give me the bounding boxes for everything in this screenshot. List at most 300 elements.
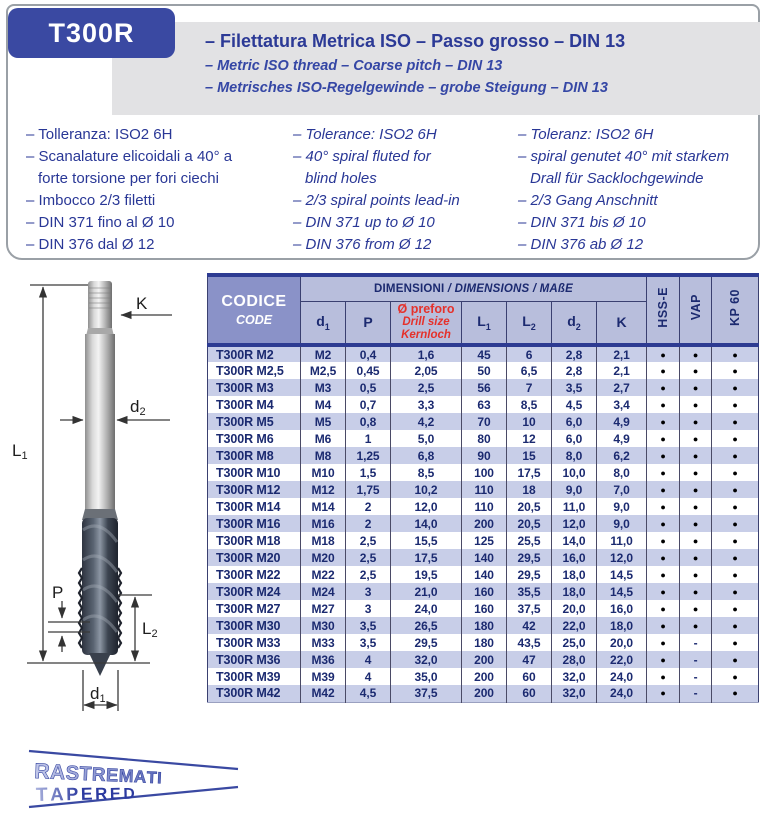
code-cell: T300R M42 bbox=[216, 686, 281, 701]
table-row bbox=[208, 532, 759, 549]
value-cell: 8,0 bbox=[552, 447, 597, 464]
col-header-p: P bbox=[346, 301, 391, 345]
availability-cell: ● bbox=[712, 617, 759, 634]
value-cell: 12,0 bbox=[391, 498, 462, 515]
value-cell: 25,5 bbox=[507, 532, 552, 549]
value-cell: 14,5 bbox=[597, 583, 647, 600]
value-cell: 80 bbox=[462, 430, 507, 447]
tap-photo bbox=[79, 281, 121, 676]
availability-cell: ● bbox=[647, 464, 680, 481]
value-cell: 24,0 bbox=[597, 668, 647, 685]
dim-label-d2: d2 bbox=[130, 397, 146, 418]
value-cell: 200 bbox=[462, 685, 507, 702]
value-cell: 14,5 bbox=[597, 566, 647, 583]
value-cell: 2 bbox=[346, 515, 391, 532]
availability-cell: ● bbox=[647, 447, 680, 464]
col-header-vap bbox=[680, 275, 712, 345]
value-cell: 45 bbox=[462, 345, 507, 362]
value-cell: 180 bbox=[462, 617, 507, 634]
feature-line: – Tolerance: ISO2 6H bbox=[293, 126, 437, 143]
availability-cell: ● bbox=[647, 498, 680, 515]
value-cell: 0,7 bbox=[346, 396, 391, 413]
feature-line: – 40° spiral fluted for bbox=[293, 148, 431, 165]
availability-cell: ● bbox=[647, 481, 680, 498]
value-cell: 4,2 bbox=[391, 413, 462, 430]
title-english: – Metric ISO thread – Coarse pitch – DIN 13 bbox=[205, 58, 503, 74]
availability-cell: ● bbox=[647, 430, 680, 447]
availability-cell: ● bbox=[647, 362, 680, 379]
table-row bbox=[208, 549, 759, 566]
value-cell: 32,0 bbox=[552, 685, 597, 702]
value-cell: 21,0 bbox=[391, 583, 462, 600]
table-row bbox=[208, 447, 759, 464]
feature-line: – 2/3 Gang Anschnitt bbox=[518, 192, 658, 209]
availability-cell: ● bbox=[712, 481, 759, 498]
value-cell: 37,5 bbox=[391, 685, 462, 702]
availability-cell: ● bbox=[680, 566, 712, 583]
value-cell: 140 bbox=[462, 549, 507, 566]
value-cell: 10,0 bbox=[552, 464, 597, 481]
value-cell: 10,2 bbox=[391, 481, 462, 498]
dim-label-p: P bbox=[52, 583, 64, 602]
code-cell: T300R M36 bbox=[216, 652, 281, 667]
value-cell: 8,0 bbox=[597, 464, 647, 481]
value-cell: 16,0 bbox=[597, 600, 647, 617]
value-cell: M30 bbox=[301, 617, 346, 634]
value-cell: 70 bbox=[462, 413, 507, 430]
availability-cell: ● bbox=[680, 515, 712, 532]
availability-cell: ● bbox=[680, 600, 712, 617]
dim-label-l2: L2 bbox=[142, 619, 158, 640]
value-cell: 16,0 bbox=[552, 549, 597, 566]
availability-cell: ● bbox=[712, 532, 759, 549]
availability-cell: ● bbox=[712, 549, 759, 566]
value-cell: 22,0 bbox=[597, 651, 647, 668]
value-cell: M20 bbox=[301, 549, 346, 566]
dimensions-label: / DIMENSIONS / MAßE bbox=[444, 282, 573, 295]
logo-text-rastremati: RASTREMATI bbox=[33, 759, 162, 788]
value-cell: 17,5 bbox=[391, 549, 462, 566]
value-cell: 14,0 bbox=[552, 532, 597, 549]
value-cell: 18,0 bbox=[552, 566, 597, 583]
code-cell: T300R M24 bbox=[216, 584, 281, 599]
value-cell: 2,8 bbox=[552, 362, 597, 379]
kp60-label: KP 60 bbox=[728, 288, 743, 326]
value-cell: 3,5 bbox=[552, 379, 597, 396]
value-cell: 3,4 bbox=[597, 396, 647, 413]
value-cell: 8,5 bbox=[507, 396, 552, 413]
availability-cell: ● bbox=[647, 532, 680, 549]
availability-cell: ● bbox=[712, 685, 759, 702]
value-cell: 12,0 bbox=[552, 515, 597, 532]
value-cell: 43,5 bbox=[507, 634, 552, 651]
value-cell: 110 bbox=[462, 481, 507, 498]
availability-cell: ● bbox=[680, 549, 712, 566]
value-cell: 18,0 bbox=[552, 583, 597, 600]
value-cell: M8 bbox=[301, 447, 346, 464]
value-cell: 4,5 bbox=[552, 396, 597, 413]
code-label: CODE bbox=[235, 313, 273, 327]
dimensioni-label: DIMENSIONI bbox=[374, 282, 445, 295]
value-cell: M39 bbox=[301, 668, 346, 685]
availability-cell: ● bbox=[712, 362, 759, 379]
availability-cell: ● bbox=[647, 583, 680, 600]
value-cell: M14 bbox=[301, 498, 346, 515]
value-cell: M6 bbox=[301, 430, 346, 447]
col-header-drill-size bbox=[391, 301, 462, 345]
feature-line: – DIN 371 up to Ø 10 bbox=[293, 214, 435, 231]
availability-cell: ● bbox=[712, 566, 759, 583]
features-col-de bbox=[518, 124, 756, 256]
availability-cell: ● bbox=[712, 430, 759, 447]
table-row bbox=[208, 430, 759, 447]
value-cell: 2,5 bbox=[346, 566, 391, 583]
availability-cell: - bbox=[680, 685, 712, 702]
availability-cell: - bbox=[680, 634, 712, 651]
code-cell: T300R M39 bbox=[216, 669, 281, 684]
availability-cell: ● bbox=[712, 345, 759, 362]
table-row bbox=[208, 515, 759, 532]
title-german: – Metrisches ISO-Regelgewinde – grobe Steigung – DIN 13 bbox=[205, 80, 608, 96]
value-cell: 24,0 bbox=[597, 685, 647, 702]
value-cell: 32,0 bbox=[552, 668, 597, 685]
value-cell: 11,0 bbox=[597, 532, 647, 549]
dim-label-l1: L1 bbox=[12, 441, 28, 462]
value-cell: 14,0 bbox=[391, 515, 462, 532]
value-cell: 100 bbox=[462, 464, 507, 481]
value-cell: 3,3 bbox=[391, 396, 462, 413]
value-cell: 2,7 bbox=[597, 379, 647, 396]
value-cell: 25,0 bbox=[552, 634, 597, 651]
hss-e-label: HSS-E bbox=[656, 287, 671, 328]
value-cell: M27 bbox=[301, 600, 346, 617]
drill-size-label: Drill size bbox=[402, 316, 450, 329]
value-cell: 3,5 bbox=[346, 617, 391, 634]
table-row bbox=[208, 481, 759, 498]
code-cell: T300R M10 bbox=[216, 465, 281, 480]
value-cell: 22,0 bbox=[552, 617, 597, 634]
availability-cell: ● bbox=[712, 447, 759, 464]
value-cell: 9,0 bbox=[597, 515, 647, 532]
availability-cell: ● bbox=[647, 600, 680, 617]
vap-label: VAP bbox=[688, 294, 703, 321]
feature-line: Drall für Sacklochgewinde bbox=[530, 170, 704, 187]
availability-cell: ● bbox=[712, 498, 759, 515]
availability-cell: ● bbox=[647, 549, 680, 566]
value-cell: 1 bbox=[346, 430, 391, 447]
availability-cell: ● bbox=[680, 481, 712, 498]
availability-cell: ● bbox=[712, 600, 759, 617]
availability-cell: ● bbox=[712, 464, 759, 481]
value-cell: 200 bbox=[462, 668, 507, 685]
table-body bbox=[208, 345, 759, 702]
availability-cell: ● bbox=[712, 413, 759, 430]
value-cell: 42 bbox=[507, 617, 552, 634]
dim-label-k: K bbox=[136, 294, 148, 313]
availability-cell: ● bbox=[712, 634, 759, 651]
value-cell: 6,0 bbox=[552, 430, 597, 447]
value-cell: 35,0 bbox=[391, 668, 462, 685]
value-cell: 3,5 bbox=[346, 634, 391, 651]
availability-cell: ● bbox=[680, 396, 712, 413]
col-header-d2: $d_2$ bbox=[552, 301, 597, 345]
availability-cell: ● bbox=[680, 617, 712, 634]
feature-line: – DIN 371 fino al Ø 10 bbox=[26, 214, 175, 231]
value-cell: 6,0 bbox=[552, 413, 597, 430]
value-cell: M36 bbox=[301, 651, 346, 668]
value-cell: 160 bbox=[462, 583, 507, 600]
value-cell: 1,25 bbox=[346, 447, 391, 464]
value-cell: 6,5 bbox=[507, 362, 552, 379]
value-cell: 2,1 bbox=[597, 362, 647, 379]
availability-cell: ● bbox=[680, 345, 712, 362]
value-cell: 10 bbox=[507, 413, 552, 430]
product-code-tab bbox=[8, 8, 175, 58]
availability-cell: ● bbox=[712, 668, 759, 685]
table-row bbox=[208, 413, 759, 430]
code-cell: T300R M12 bbox=[216, 482, 281, 497]
tap-diagram bbox=[0, 268, 200, 740]
value-cell: 0,5 bbox=[346, 379, 391, 396]
value-cell: 2,05 bbox=[391, 362, 462, 379]
code-cell: T300R M2 bbox=[216, 347, 274, 362]
value-cell: 2,1 bbox=[597, 345, 647, 362]
value-cell: 20,0 bbox=[552, 600, 597, 617]
feature-line: – DIN 376 dal Ø 12 bbox=[26, 236, 155, 253]
value-cell: 7 bbox=[507, 379, 552, 396]
value-cell: 29,5 bbox=[507, 566, 552, 583]
value-cell: 2,5 bbox=[391, 379, 462, 396]
value-cell: 1,75 bbox=[346, 481, 391, 498]
table-row bbox=[208, 651, 759, 668]
code-cell: T300R M27 bbox=[216, 601, 281, 616]
features-col-en bbox=[293, 124, 513, 256]
value-cell: 24,0 bbox=[391, 600, 462, 617]
value-cell: 26,5 bbox=[391, 617, 462, 634]
kernloch-label: Kernloch bbox=[401, 329, 451, 342]
value-cell: M33 bbox=[301, 634, 346, 651]
table-row bbox=[208, 668, 759, 685]
code-cell: T300R M33 bbox=[216, 635, 281, 650]
availability-cell: ● bbox=[647, 617, 680, 634]
value-cell: 2 bbox=[346, 498, 391, 515]
col-header-kp60 bbox=[712, 275, 759, 345]
value-cell: 9,0 bbox=[552, 481, 597, 498]
value-cell: 47 bbox=[507, 651, 552, 668]
value-cell: 35,5 bbox=[507, 583, 552, 600]
value-cell: 20,0 bbox=[597, 634, 647, 651]
code-cell: T300R M14 bbox=[216, 499, 281, 514]
value-cell: 125 bbox=[462, 532, 507, 549]
col-header-k: K bbox=[597, 301, 647, 345]
value-cell: 60 bbox=[507, 685, 552, 702]
code-cell: T300R M30 bbox=[216, 618, 281, 633]
col-header-d1: $d_1$ bbox=[301, 301, 346, 345]
col-header-codice bbox=[208, 275, 301, 345]
table-row bbox=[208, 345, 759, 362]
value-cell: 50 bbox=[462, 362, 507, 379]
availability-cell: ● bbox=[647, 515, 680, 532]
value-cell: 180 bbox=[462, 634, 507, 651]
logo-text-tapered: T A P E R E D bbox=[35, 783, 135, 806]
value-cell: M5 bbox=[301, 413, 346, 430]
feature-line: – Tolleranza: ISO2 6H bbox=[26, 126, 173, 143]
col-header-hss-e bbox=[647, 275, 680, 345]
value-cell: 18 bbox=[507, 481, 552, 498]
value-cell: 12,0 bbox=[597, 549, 647, 566]
table-row bbox=[208, 583, 759, 600]
value-cell: 6,2 bbox=[597, 447, 647, 464]
availability-cell: ● bbox=[647, 345, 680, 362]
value-cell: 56 bbox=[462, 379, 507, 396]
availability-cell: ● bbox=[647, 566, 680, 583]
availability-cell: ● bbox=[712, 396, 759, 413]
availability-cell: - bbox=[680, 668, 712, 685]
table-row bbox=[208, 379, 759, 396]
code-cell: T300R M16 bbox=[216, 516, 281, 531]
value-cell: 200 bbox=[462, 651, 507, 668]
value-cell: 0,45 bbox=[346, 362, 391, 379]
value-cell: 11,0 bbox=[552, 498, 597, 515]
value-cell: 2,5 bbox=[346, 532, 391, 549]
feature-line: – DIN 371 bis Ø 10 bbox=[518, 214, 646, 231]
table-row bbox=[208, 685, 759, 702]
value-cell: 3 bbox=[346, 600, 391, 617]
feature-line: – 2/3 spiral points lead-in bbox=[293, 192, 460, 209]
value-cell: 0,8 bbox=[346, 413, 391, 430]
code-cell: T300R M6 bbox=[216, 431, 274, 446]
tapered-logo bbox=[26, 743, 241, 815]
product-code: T300R bbox=[48, 17, 135, 48]
value-cell: M3 bbox=[301, 379, 346, 396]
value-cell: 2,8 bbox=[552, 345, 597, 362]
feature-line: – DIN 376 from Ø 12 bbox=[293, 236, 432, 253]
spec-table bbox=[207, 273, 759, 703]
value-cell: M42 bbox=[301, 685, 346, 702]
availability-cell: ● bbox=[712, 515, 759, 532]
value-cell: M16 bbox=[301, 515, 346, 532]
value-cell: 19,5 bbox=[391, 566, 462, 583]
table-row bbox=[208, 617, 759, 634]
value-cell: M2 bbox=[301, 345, 346, 362]
value-cell: 90 bbox=[462, 447, 507, 464]
value-cell: M22 bbox=[301, 566, 346, 583]
table-row bbox=[208, 464, 759, 481]
value-cell: 18,0 bbox=[597, 617, 647, 634]
feature-line: – Imbocco 2/3 filetti bbox=[26, 192, 156, 209]
feature-line: – Toleranz: ISO2 6H bbox=[518, 126, 654, 143]
code-cell: T300R M5 bbox=[216, 414, 274, 429]
table-row bbox=[208, 498, 759, 515]
value-cell: 5,0 bbox=[391, 430, 462, 447]
code-cell: T300R M2,5 bbox=[216, 363, 284, 378]
value-cell: 63 bbox=[462, 396, 507, 413]
availability-cell: ● bbox=[647, 651, 680, 668]
col-header-l2: $L_2$ bbox=[507, 301, 552, 345]
dim-label-d1: d1 bbox=[90, 684, 106, 705]
code-cell: T300R M18 bbox=[216, 533, 281, 548]
value-cell: 20,5 bbox=[507, 498, 552, 515]
title-block bbox=[205, 31, 750, 96]
value-cell: 37,5 bbox=[507, 600, 552, 617]
value-cell: 3 bbox=[346, 583, 391, 600]
value-cell: 6 bbox=[507, 345, 552, 362]
availability-cell: ● bbox=[680, 379, 712, 396]
code-cell: T300R M8 bbox=[216, 448, 274, 463]
table-row bbox=[208, 396, 759, 413]
value-cell: 2,5 bbox=[346, 549, 391, 566]
availability-cell: ● bbox=[680, 583, 712, 600]
value-cell: 17,5 bbox=[507, 464, 552, 481]
availability-cell: ● bbox=[647, 396, 680, 413]
value-cell: 4,5 bbox=[346, 685, 391, 702]
feature-line: – spiral genutet 40° mit starkem bbox=[518, 148, 730, 165]
table-row bbox=[208, 566, 759, 583]
value-cell: 4,9 bbox=[597, 430, 647, 447]
value-cell: 0,4 bbox=[346, 345, 391, 362]
availability-cell: ● bbox=[647, 413, 680, 430]
availability-cell: ● bbox=[680, 447, 712, 464]
value-cell: 140 bbox=[462, 566, 507, 583]
value-cell: 29,5 bbox=[391, 634, 462, 651]
value-cell: 60 bbox=[507, 668, 552, 685]
code-cell: T300R M22 bbox=[216, 567, 281, 582]
code-cell: T300R M20 bbox=[216, 550, 281, 565]
value-cell: 7,0 bbox=[597, 481, 647, 498]
availability-cell: ● bbox=[680, 532, 712, 549]
value-cell: 160 bbox=[462, 600, 507, 617]
table-row bbox=[208, 634, 759, 651]
value-cell: 110 bbox=[462, 498, 507, 515]
value-cell: 4 bbox=[346, 651, 391, 668]
code-cell: T300R M4 bbox=[216, 397, 274, 412]
availability-cell: ● bbox=[680, 498, 712, 515]
availability-cell: ● bbox=[680, 362, 712, 379]
table-row bbox=[208, 362, 759, 379]
availability-cell: ● bbox=[680, 464, 712, 481]
value-cell: 20,5 bbox=[507, 515, 552, 532]
title-italian: – Filettatura Metrica ISO – Passo grosso – DIN 13 bbox=[205, 31, 626, 51]
availability-cell: ● bbox=[647, 685, 680, 702]
codice-label: CODICE bbox=[221, 293, 287, 310]
col-header-dimensions bbox=[301, 275, 647, 301]
value-cell: M12 bbox=[301, 481, 346, 498]
feature-line: forte torsione per fori ciechi bbox=[38, 170, 219, 187]
value-cell: 1,6 bbox=[391, 345, 462, 362]
value-cell: 32,0 bbox=[391, 651, 462, 668]
feature-line: blind holes bbox=[305, 170, 377, 187]
value-cell: M4 bbox=[301, 396, 346, 413]
value-cell: 12 bbox=[507, 430, 552, 447]
col-header-l1: $L_1$ bbox=[462, 301, 507, 345]
value-cell: 9,0 bbox=[597, 498, 647, 515]
header-panel bbox=[6, 4, 760, 260]
value-cell: 28,0 bbox=[552, 651, 597, 668]
spec-table-section bbox=[207, 273, 758, 703]
value-cell: 15,5 bbox=[391, 532, 462, 549]
value-cell: M18 bbox=[301, 532, 346, 549]
code-cell: T300R M3 bbox=[216, 380, 274, 395]
availability-cell: - bbox=[680, 651, 712, 668]
value-cell: 6,8 bbox=[391, 447, 462, 464]
feature-line: – DIN 376 ab Ø 12 bbox=[518, 236, 644, 253]
value-cell: M2,5 bbox=[301, 362, 346, 379]
availability-cell: ● bbox=[680, 430, 712, 447]
features-col-it bbox=[26, 124, 290, 256]
availability-cell: ● bbox=[647, 634, 680, 651]
availability-cell: ● bbox=[647, 668, 680, 685]
table-row bbox=[208, 600, 759, 617]
